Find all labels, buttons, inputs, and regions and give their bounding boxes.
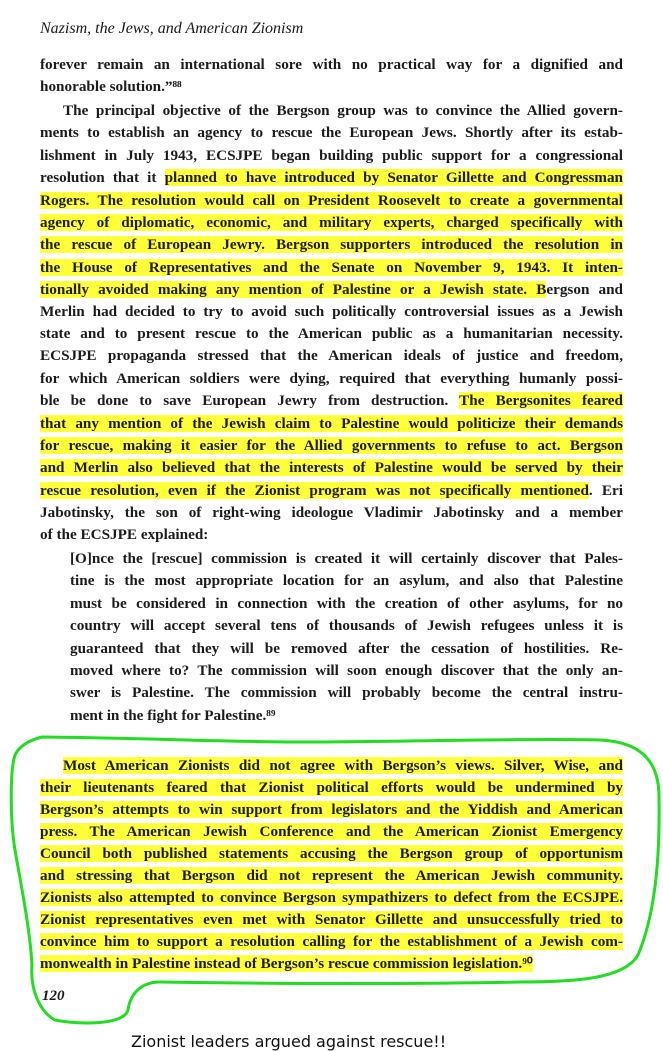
- highlighted-text: Council both published statements accusing the Bergson group of opportunism: [40, 845, 623, 862]
- highlighted-text: that any mention of the Jewish claim to Palestine would politicize their demands: [40, 415, 623, 432]
- text-segment: swer is Palestine. The commission will probably become the central instru-: [70, 684, 623, 701]
- highlighted-text: monwealth in Palestine instead of Bergson’s rescue commission legislation.⁹⁰: [40, 955, 533, 972]
- text-segment: ments to establish an agency to rescue the European Jews. Shortly after its estab-: [40, 124, 623, 141]
- highlighted-text: The Bergsonites feared: [459, 392, 623, 409]
- text-segment: ECSJPE propaganda stressed that the American ideals of justice and freedom,: [40, 347, 623, 364]
- highlighted-text: convince him to support a resolution calling for the establishment of a Jewish com-: [40, 933, 623, 950]
- highlighted-text: agency of diplomatic, economic, and military experts, charged specifically with: [40, 214, 623, 231]
- text-segment: ergson and: [546, 281, 623, 298]
- highlighted-text: press. The American Jewish Conference and the American Zionist Emergency: [40, 823, 623, 840]
- text-segment: ble be done to save European Jewry from destruction.: [40, 392, 460, 409]
- text-segment: The principal objective of the Bergson group was to convince the Allied govern-: [63, 102, 623, 119]
- highlighted-text: and stressing that Bergson did not represent the American Jewish community.: [40, 867, 623, 884]
- highlighted-text: Most American Zionists did not agree with Bergson’s views. Silver, Wise, and: [63, 757, 623, 774]
- highlighted-text: the rescue of European Jewry. Bergson supporters introduced the resolution in: [40, 236, 623, 253]
- text-segment: resolution that it: [40, 169, 165, 186]
- highlighted-text: for rescue, making it easier for the Allied governments to refuse to act. Bergson: [40, 437, 623, 454]
- text-segment: guaranteed that they will be removed after the cessation of hostilities. Re-: [70, 640, 623, 657]
- highlighted-text: Zionists also attempted to convince Bergson sympathizers to defect from the ECSJPE.: [40, 889, 623, 906]
- caption: Zionist leaders argued against rescue!!: [131, 1032, 447, 1051]
- green-circle-stroke: [11, 737, 659, 1023]
- highlighted-text: tionally avoided making any mention of Palestine or a Jewish state. B: [40, 281, 547, 298]
- text-segment: moved where to? The commission will soon enough discover that the only an-: [70, 662, 623, 679]
- text-segment: tine is the most appropriate location for an asylum, and also that Palestine: [70, 572, 623, 589]
- text-segment: . Eri: [588, 482, 623, 499]
- text-segment: state and to present rescue to the American public as a humanitarian necessity.: [40, 325, 623, 342]
- text-segment: of the ECSJPE explained:: [40, 526, 209, 543]
- highlighted-text: Rogers. The resolution would call on President Roosevelt to create a governmental: [40, 192, 623, 209]
- running-head: Nazism, the Jews, and American Zionism: [40, 20, 304, 37]
- highlighted-text: planned to have introduced by Senator Gillette and Congressman: [164, 169, 623, 186]
- highlighted-text: and Merlin also believed that the interests of Palestine would be served by their: [40, 459, 623, 476]
- text-segment: lishment in July 1943, ECSJPE began building public support for a congressional: [40, 147, 623, 164]
- highlighted-text: the House of Representatives and the Senate on November 9, 1943. It inten-: [40, 259, 623, 276]
- highlighted-text: their lieutenants feared that Zionist political efforts would be undermined by: [40, 779, 623, 796]
- text-segment: forever remain an international sore with no practical way for a dignified and: [40, 56, 623, 73]
- text-segment: must be considered in connection with the creation of other asylums, for no: [70, 595, 623, 612]
- highlighted-text: Bergson’s attempts to win support from legislators and the Yiddish and American: [40, 801, 623, 818]
- highlighted-text: Zionist representatives even met with Senator Gillette and unsuccessfully tried to: [40, 911, 623, 928]
- page-number: 120: [42, 988, 65, 1004]
- text-segment: for which American soldiers were dying, required that everything humanly possi-: [40, 370, 623, 387]
- text-segment: [O]nce the [rescue] commission is created it will certainly discover that Pales-: [70, 550, 623, 567]
- text-segment: ment in the fight for Palestine.⁸⁹: [70, 707, 276, 724]
- highlighted-text: rescue resolution, even if the Zionist program was not specifically mentioned: [40, 482, 589, 499]
- text-segment: country will accept several tens of thousands of Jewish refugees unless it is: [70, 617, 623, 634]
- text-segment: Jabotinsky, the son of right-wing ideologue Vladimir Jabotinsky and a member: [40, 504, 623, 521]
- text-segment: Merlin had decided to try to avoid such politically controversial issues as a Jewish: [40, 303, 623, 320]
- text-segment: honorable solution.”⁸⁸: [40, 78, 182, 95]
